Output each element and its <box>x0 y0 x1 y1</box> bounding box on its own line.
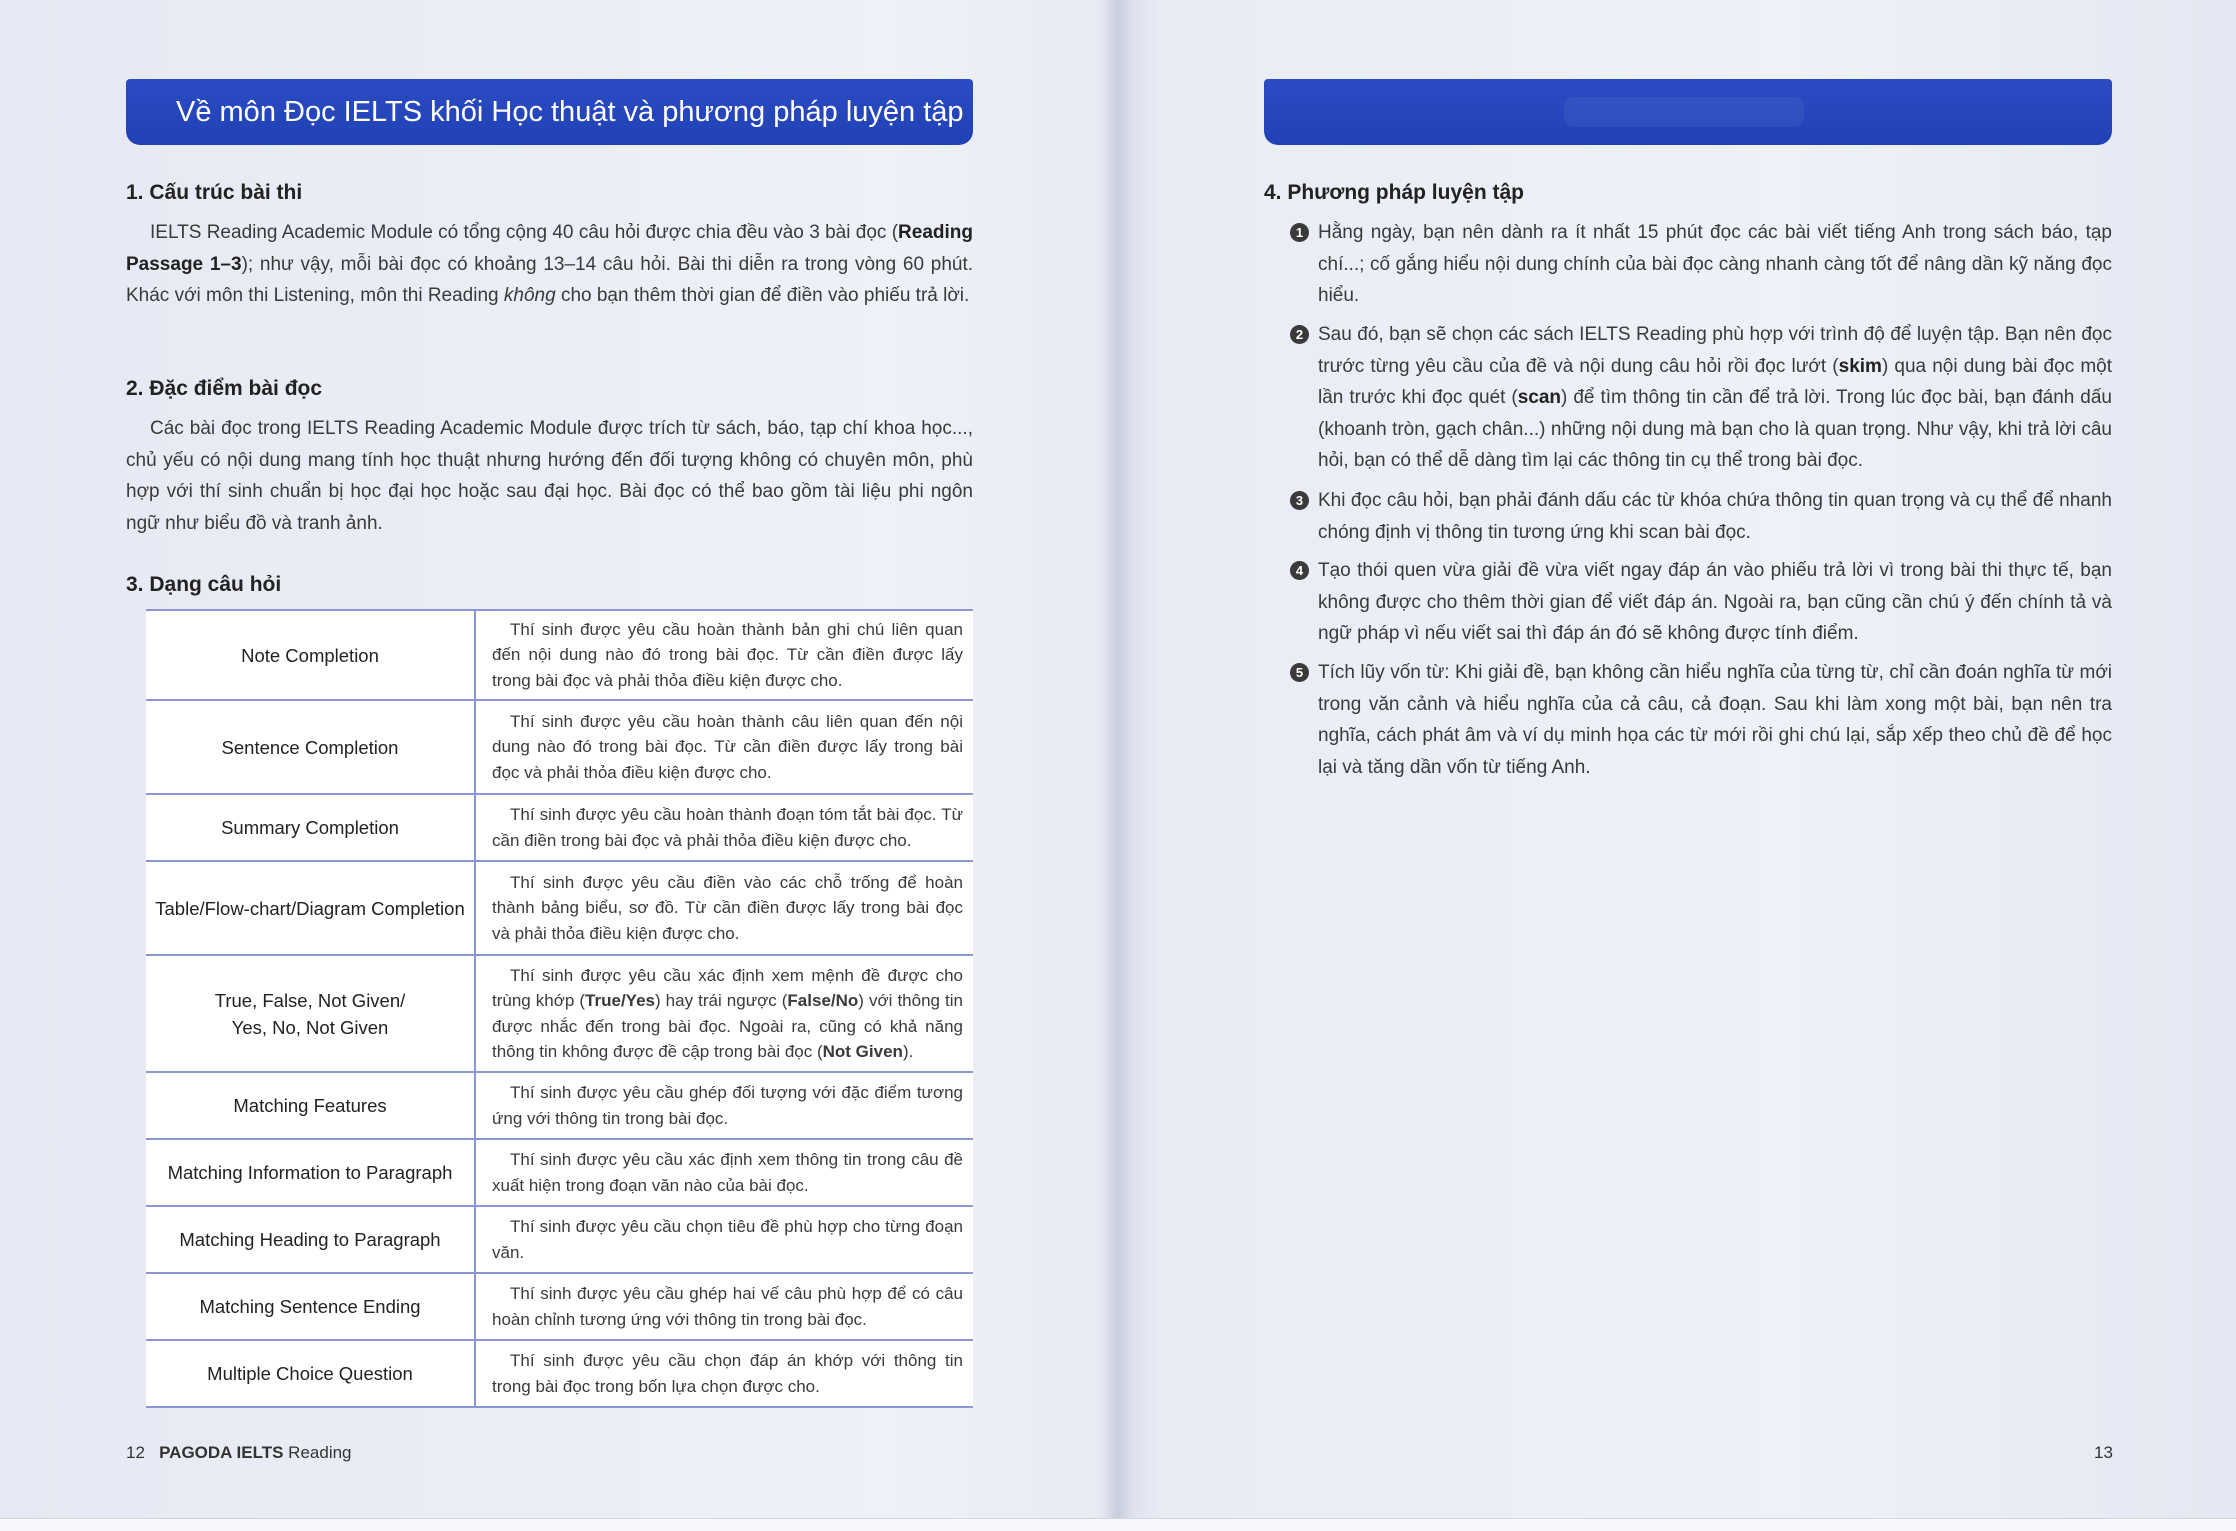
practice-step <box>1290 657 2112 783</box>
section-title-features: 2. Đặc điểm bài đọc <box>126 377 323 400</box>
question-type-desc: Thí sinh được yêu cầu xác định xem thông tin trong câu đề xuất hiện trong đoạn văn nào của bài đọc. <box>475 1139 973 1206</box>
practice-step <box>1290 485 2112 548</box>
question-type-name: Table/Flow-chart/Diagram Completion <box>146 861 475 955</box>
question-type-desc: Thí sinh được yêu cầu điền vào các chỗ trống để hoàn thành bảng biểu, sơ đồ. Từ cần điền được lấy trong bài đọc và phải thỏa điều kiện được cho. <box>475 861 973 955</box>
question-type-name: Sentence Completion <box>146 700 475 794</box>
question-type-desc: Thí sinh được yêu cầu ghép hai vế câu phù hợp để có câu hoàn chỉnh tương ứng với thông tin trong bài đọc. <box>475 1273 973 1340</box>
table-row <box>146 794 973 861</box>
question-type-name: True, False, Not Given/ Yes, No, Not Given <box>146 955 475 1072</box>
question-type-desc: Thí sinh được yêu cầu chọn tiêu đề phù hợp cho từng đoạn văn. <box>475 1206 973 1273</box>
table-row <box>146 1273 973 1340</box>
section-title-practice: 4. Phương pháp luyện tập <box>1264 181 1524 204</box>
table-row <box>146 610 973 700</box>
step-number-icon: 2 <box>1290 325 1309 344</box>
question-type-name: Note Completion <box>146 610 475 700</box>
question-type-name: Multiple Choice Question <box>146 1340 475 1407</box>
question-type-name: Matching Sentence Ending <box>146 1273 475 1340</box>
chapter-banner <box>126 79 973 145</box>
step-number-icon: 1 <box>1290 223 1309 242</box>
question-type-name: Matching Heading to Paragraph <box>146 1206 475 1273</box>
table-row <box>146 1340 973 1407</box>
step-text: Hằng ngày, bạn nên dành ra ít nhất 15 phút đọc các bài viết tiếng Anh trong sách báo, tạp chí...; cố gắng hiểu nội dung chính của bài đọc càng nhanh càng tốt để nâng dần kỹ năng đọc hiểu. <box>1318 222 2112 306</box>
right-page-footer <box>2094 1443 2113 1463</box>
table-row <box>146 1072 973 1139</box>
step-number-icon: 5 <box>1290 663 1309 682</box>
book-subtitle: Reading <box>283 1443 352 1462</box>
practice-step <box>1290 555 2112 650</box>
step-number-icon: 3 <box>1290 491 1309 510</box>
step-text: Tạo thói quen vừa giải đề vừa viết ngay đáp án vào phiếu trả lời vì trong bài thi thực tế, bạn không được cho thêm thời gian để viết đáp án. Ngoài ra, bạn cũng cần chú ý đến chính tả và ngữ pháp vì nếu viết sai thì đáp án đó sẽ không được tính điểm. <box>1318 560 2112 644</box>
question-type-desc: Thí sinh được yêu cầu hoàn thành câu liên quan đến nội dung nào đó trong bài đọc. Từ cần điền được lấy trong bài đọc và phải thỏa điều kiện được cho. <box>475 700 973 794</box>
table-row <box>146 1139 973 1206</box>
question-type-desc: Thí sinh được yêu cầu xác định xem mệnh đề được cho trùng khớp (True/Yes) hay trái ngược (False/No) với thông tin được nhắc đến trong bài đọc. Ngoài ra, cũng có khả năng thông tin không được đề cập trong bài đọc (Not Given). <box>475 955 973 1072</box>
banner-blurred-text <box>1564 97 1804 127</box>
page-number: 13 <box>2094 1443 2113 1462</box>
book-title: PAGODA IELTS <box>159 1443 284 1462</box>
question-type-desc: Thí sinh được yêu cầu hoàn thành bản ghi chú liên quan đến nội dung nào đó trong bài đọc. Từ cần điền được lấy trong bài đọc và phải thỏa điều kiện được cho. <box>475 610 973 700</box>
table-row <box>146 700 973 794</box>
page-edge <box>0 1518 2236 1531</box>
table-row <box>146 861 973 955</box>
practice-step <box>1290 319 2112 477</box>
step-text: Khi đọc câu hỏi, bạn phải đánh dấu các từ khóa chứa thông tin quan trọng và cụ thể để nhanh chóng định vị thông tin tương ứng khi scan bài đọc. <box>1318 490 2112 543</box>
question-type-desc: Thí sinh được yêu cầu hoàn thành đoạn tóm tắt bài đọc. Từ cần điền trong bài đọc và phải thỏa điều kiện được cho. <box>475 794 973 861</box>
question-type-name: Matching Information to Paragraph <box>146 1139 475 1206</box>
section-title-question-types: 3. Dạng câu hỏi <box>126 573 282 596</box>
left-page-footer <box>126 1443 352 1463</box>
section-structure-text: IELTS Reading Academic Module có tổng cộng 40 câu hỏi được chia đều vào 3 bài đọc (Reading Passage 1–3); như vậy, mỗi bài đọc có khoảng 13–14 câu hỏi. Bài thi diễn ra trong vòng 60 phút. Khác với môn thi Listening, môn thi Reading không cho bạn thêm thời gian để điền vào phiếu trả lời. <box>126 222 974 306</box>
question-types-table <box>146 609 973 1408</box>
section-title-structure: 1. Cấu trúc bài thi <box>126 181 303 204</box>
question-type-name: Summary Completion <box>146 794 475 861</box>
page-number: 12 <box>126 1443 145 1462</box>
question-type-desc: Thí sinh được yêu cầu chọn đáp án khớp với thông tin trong bài đọc trong bốn lựa chọn được cho. <box>492 1351 963 1396</box>
question-type-name: Matching Features <box>146 1072 475 1139</box>
practice-step <box>1290 217 2112 312</box>
step-text: Sau đó, bạn sẽ chọn các sách IELTS Reading phù hợp với trình độ để luyện tập. Bạn nên đọc trước từng yêu cầu của đề và nội dung câu hỏi rồi đọc lướt (skim) qua nội dung bài đọc một lần trước khi đọc quét (scan) để tìm thông tin cần để trả lời. Trong lúc đọc bài, bạn đánh dấu (khoanh tròn, gạch chân...) những nội dung mà bạn cho là quan trọng. Như vậy, khi trả lời câu hỏi, bạn có thể dễ dàng tìm lại các thông tin cụ thể trong bài đọc. <box>1318 324 2113 471</box>
table-row <box>146 955 973 1072</box>
step-text: Tích lũy vốn từ: Khi giải đề, bạn không cần hiểu nghĩa của từng từ, chỉ cần đoán nghĩa từ mới trong văn cảnh và hiểu nghĩa của cả câu, cả đoạn. Sau khi làm xong một bài, bạn nên tra nghĩa, cách phát âm và ví dụ minh họa các từ mới rồi ghi chú lại, sắp xếp theo chủ đề để học lại và tăng dần vốn từ tiếng Anh. <box>1318 662 2112 778</box>
table-row <box>146 1206 973 1273</box>
section-features-text: Các bài đọc trong IELTS Reading Academic Module được trích từ sách, báo, tạp chí khoa học..., chủ yếu có nội dung mang tính học thuật nhưng hướng đến đối tượng không có chuyên môn, phù hợp với thí sinh chuẩn bị học đại học hoặc sau đại học. Bài đọc có thể bao gồm tài liệu phi ngôn ngữ như biểu đồ và tranh ảnh. <box>126 418 973 534</box>
step-number-icon: 4 <box>1290 561 1309 580</box>
chapter-title: Về môn Đọc IELTS khối Học thuật và phương pháp luyện tập <box>176 96 964 128</box>
question-type-desc: Thí sinh được yêu cầu ghép đối tượng với đặc điểm tương ứng với thông tin trong bài đọc. <box>475 1072 973 1139</box>
chapter-banner-right <box>1264 79 2112 145</box>
